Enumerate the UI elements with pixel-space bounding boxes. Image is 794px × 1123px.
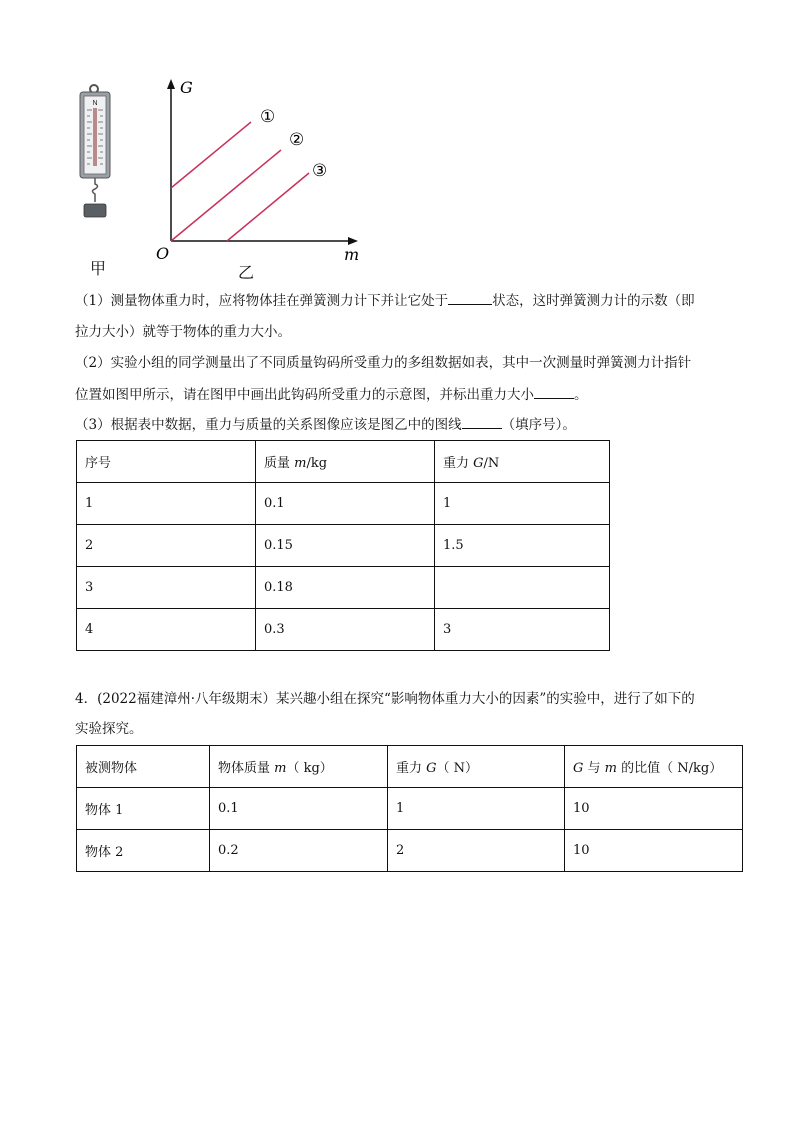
table-header-object: 被测物体 [77, 746, 210, 788]
table-header-mass [256, 441, 435, 483]
mass-weight-table [76, 440, 610, 651]
weight-header-var: G [426, 761, 437, 776]
origin-label: O [156, 244, 170, 263]
q3-part2-line2 [75, 384, 588, 405]
table-cell: 0.3 [256, 609, 435, 651]
table-cell-empty-answer[interactable] [435, 567, 610, 609]
table-header-index: 序号 [77, 441, 256, 483]
table-cell: 0.18 [256, 567, 435, 609]
q3-part1-line1 [75, 290, 695, 311]
table-header-mass [210, 746, 388, 788]
ratio-header-var-g: G [573, 761, 584, 776]
table-cell: 10 [565, 830, 743, 872]
q3-answer-blank-2[interactable] [534, 384, 574, 399]
table-cell: 3 [435, 609, 610, 651]
table-cell: 0.2 [210, 830, 388, 872]
weight-header-unit: /N [483, 456, 500, 471]
table-row [77, 483, 610, 525]
table-cell: 2 [388, 830, 565, 872]
table-cell: 2 [77, 525, 256, 567]
x-axis-arrow-icon [348, 237, 358, 245]
q3-answer-blank-3[interactable] [462, 414, 502, 429]
figure-jia-label: 甲 [90, 259, 107, 278]
table-cell: 1 [77, 483, 256, 525]
weight-header-unit: （ N） [436, 761, 479, 776]
table-cell: 1 [388, 788, 565, 830]
scale-letter: N [92, 100, 98, 107]
q3-part2-text-b: 位置如图甲所示，请在图甲中画出此钩码所受重力的示意图，并标出重力大小 [75, 387, 534, 403]
object-weight-table [76, 745, 743, 872]
weight-header-var: G [473, 456, 484, 471]
q3-part1-line2: 拉力大小）就等于物体的重力大小。 [75, 324, 291, 340]
q3-part3-line [75, 414, 576, 435]
table-header-ratio [565, 746, 743, 788]
table-cell: 10 [565, 788, 743, 830]
table-header-row [77, 746, 743, 788]
q3-part1-text-b: 状态，这时弹簧测力计的示数（即 [492, 293, 695, 309]
table-row [77, 609, 610, 651]
graph-line-1 [171, 122, 251, 188]
line-label-2: ② [289, 130, 305, 150]
mass-header-var: m [274, 761, 287, 776]
weight-header-text: 重力 [396, 761, 427, 776]
mass-header-unit: （ kg） [286, 761, 333, 776]
graph-line-3 [227, 173, 309, 241]
ratio-header-unit: 的比值（ N/kg） [616, 761, 723, 776]
table-cell: 4 [77, 609, 256, 651]
q3-part1-text-a: （1）测量物体重力时，应将物体挂在弹簧测力计下并让它处于 [75, 293, 449, 309]
axis-label-g: G [180, 78, 193, 97]
table-cell: 物体 2 [77, 830, 210, 872]
table-cell: 3 [77, 567, 256, 609]
table-cell: 物体 1 [77, 788, 210, 830]
q4-line2: 实验探究。 [75, 721, 143, 737]
table-row [77, 567, 610, 609]
mass-header-unit: /kg [306, 456, 328, 471]
line-label-1: ① [260, 107, 276, 127]
spring-scale-figure [70, 80, 130, 280]
table-cell: 1 [435, 483, 610, 525]
mass-header-text: 物体质量 [218, 761, 275, 776]
q4-line1: 4．(2022福建漳州·八年级期末）某兴趣小组在探究“影响物体重力大小的因素”的实验中，进行了如下的 [75, 691, 695, 707]
q3-answer-blank-1[interactable] [448, 290, 492, 305]
line-label-3: ③ [312, 161, 328, 181]
table-row [77, 788, 743, 830]
q3-part2-line1: （2）实验小组的同学测量出了不同质量钩码所受重力的多组数据如表，其中一次测量时弹簧测力计指针 [75, 355, 692, 371]
q3-part3-text-a: （3）根据表中数据，重力与质量的关系图像应该是图乙中的图线 [75, 417, 462, 433]
weight-header-text: 重力 [443, 456, 474, 471]
q3-part3-text-b: （填序号）。 [501, 417, 576, 433]
ratio-header-text: 与 [583, 761, 605, 776]
table-cell: 0.1 [210, 788, 388, 830]
table-row [77, 525, 610, 567]
figure-yi-label: 乙 [238, 263, 255, 282]
table-header-row [77, 441, 610, 483]
table-header-weight [388, 746, 565, 788]
graph-line-2 [171, 150, 281, 241]
table-header-weight [435, 441, 610, 483]
ratio-header-var-m: m [604, 761, 617, 776]
table-row [77, 830, 743, 872]
q3-part2-text-c: 。 [574, 387, 588, 403]
table-cell: 0.15 [256, 525, 435, 567]
y-axis-arrow-icon [167, 79, 175, 89]
table-cell: 0.1 [256, 483, 435, 525]
mass-header-var: m [294, 456, 307, 471]
g-m-graph [150, 75, 370, 280]
table-cell: 1.5 [435, 525, 610, 567]
mass-header-text: 质量 [264, 456, 295, 471]
axis-label-m: m [344, 245, 360, 264]
